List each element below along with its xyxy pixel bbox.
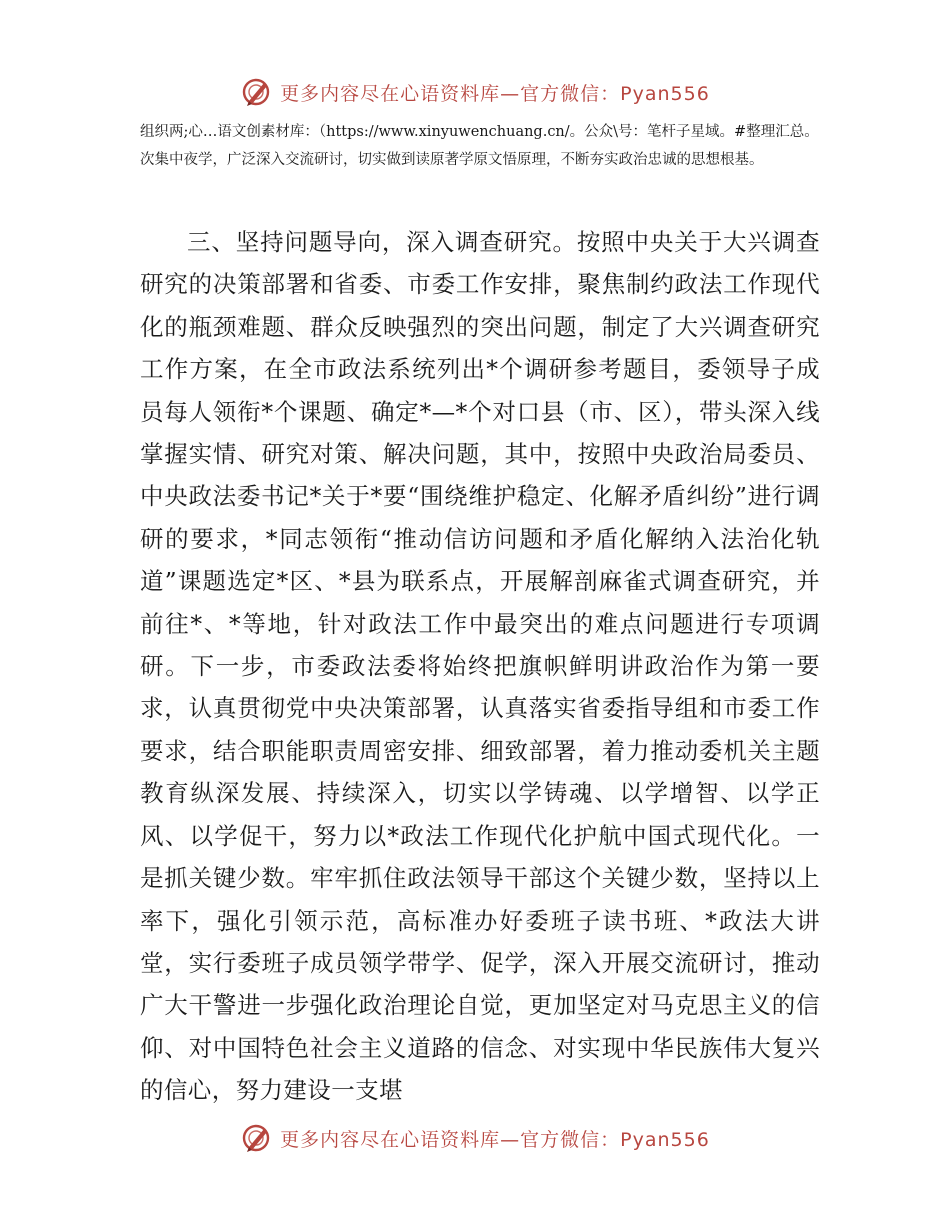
pen-logo-icon (240, 76, 272, 108)
header-banner (0, 72, 950, 112)
banner-content (240, 1122, 710, 1154)
banner-text: 更多内容尽在心语资料库—官方微信：Pyan556 (280, 1128, 710, 1151)
banner-text: 更多内容尽在心语资料库—官方微信：Pyan556 (280, 82, 710, 105)
footer-banner (0, 1118, 950, 1158)
intro-paragraph: 组织两;心…语文创素材库：（https://www.xinyuwenchuang.cn/。公众\号：笔杆子星域。#整理汇总。次集中夜学，广泛深入交流研讨，切实做到读原著学原文悟原理，不断夯实政治忠诚的思想根基。 (140, 124, 819, 168)
pen-logo-icon (240, 1122, 272, 1154)
banner-content (240, 76, 710, 108)
main-paragraph: 三、坚持问题导向，深入调查研究。按照中央关于大兴调查研究的决策部署和省委、市委工作安排，聚焦制约政法工作现代化的瓶颈难题、群众反映强烈的突出问题，制定了大兴调查研究工作方案，在全市政法系统列出*个调研参考题目，委领导子成员每人领衔*个课题、确定*—*个对口县（市、区），带头深入线掌握实情、研究对策、解决问题，其中，按照中央政治局委员、中央政法委书记*关于*要“围绕维护稳定、化解矛盾纠纷”进行调研的要求，*同志领衔“推动信访问题和矛盾化解纳入法治化轨道”课题选定*区、*县为联系点，开展解剖麻雀式调查研究，并前往*、*等地，针对政法工作中最突出的难点问题进行专项调研。下一步，市委政法委将始终把旗帜鲜明讲政治作为第一要求，认真贯彻党中央决策部署，认真落实省委指导组和市委工作要求，结合职能职责周密安排、细致部署，着力推动委机关主题教育纵深发展、持续深入，切实以学铸魂、以学增智、以学正风、以学促干，努力以*政法工作现代化护航中国式现代化。一是抓关键少数。牢牢抓住政法领导干部这个关键少数，坚持以上率下，强化引领示范，高标准办好委班子读书班、*政法大讲堂，实行委班子成员领学带学、促学，深入开展交流研讨，推动广大干警进一步强化政治理论自觉，更加坚定对马克思主义的信仰、对中国特色社会主义道路的信念、对实现中华民族伟大复兴的信心，努力建设一支堪 (140, 228, 820, 1105)
